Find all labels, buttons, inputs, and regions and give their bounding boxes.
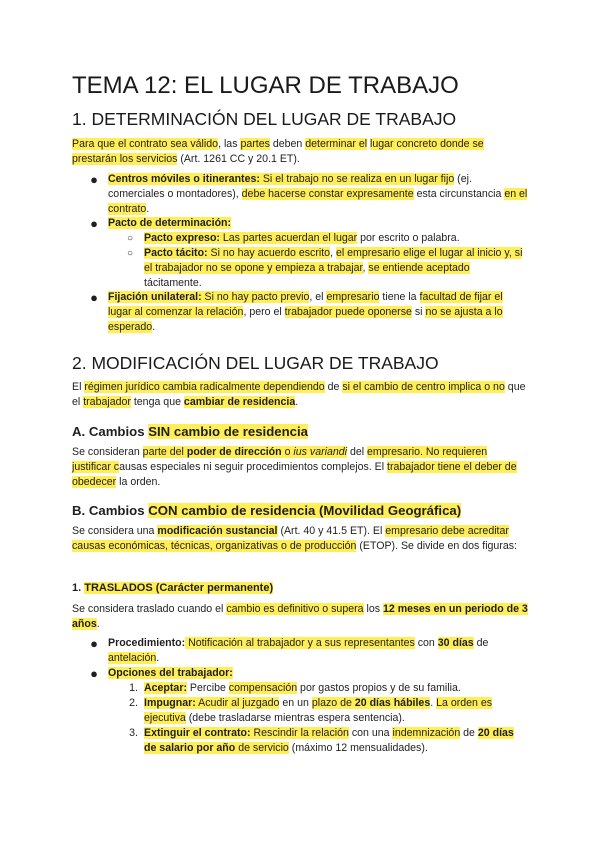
list-item-opciones-trabajador: ● Opciones del trabajador: [108,666,528,681]
list-item-procedimiento: ● Procedimiento: Notificación al trabajador y a sus representantes con 30 días de antelación. [108,636,528,666]
list-item-pacto-determinacion: ● Pacto de determinación: [108,216,528,231]
section1-intro: Para que el contrato sea válido, las partes deben determinar el lugar concreto donde se prestarán los servicios (Art. 1261 CC y 20.1 ET). [72,138,484,165]
option-aceptar: 1. Aceptar: Percibe compensación por gastos propios y de su familia. [129,682,461,694]
document-title: TEMA 12: EL LUGAR DE TRABAJO [72,72,459,99]
bullet-icon: ● [90,290,98,305]
option-extinguir: 3. Extinguir el contrato: Rescindir la relación con una indemnización de 20 días de salario por año de servicio (máximo 12 mensualidades). [129,727,514,754]
traslados-text: Se considera traslado cuando el cambio es definitivo o supera los 12 meses en un periodo de 3 años. [72,603,528,630]
subsection-a-heading: A. Cambios SIN cambio de residencia [72,424,308,439]
circle-bullet-icon: ○ [126,248,134,259]
list-item-centros-moviles: ● Centros móviles o itinerantes: Si el trabajo no se realiza en un lugar fijo (ej. comerciales o montadores), debe hacerse constar expresamente esta circunstancia en el contrato. [108,172,528,217]
bullet-icon: ● [90,666,98,681]
section2-heading: 2. MODIFICACIÓN DEL LUGAR DE TRABAJO [72,353,439,373]
traslados-heading: 1. TRASLADOS (Carácter permanente) [72,582,274,594]
subsection-b-heading: B. Cambios CON cambio de residencia (Movilidad Geográfica) [72,503,462,518]
subsection-a-text: Se consideran parte del poder de dirección o ius variandi del empresario. No requieren justificar causas especiales ni seguir procedimientos complejos. El trabajador tiene el deber de obedecer la orden. [72,446,517,488]
bullet-icon: ● [90,172,98,187]
option-impugnar: 2. Impugnar: Acudir al juzgado en un plazo de 20 días hábiles. La orden es ejecutiva (debe trasladarse mientras espera sentencia). [129,697,493,724]
list-item-fijacion-unilateral: ● Fijación unilateral: Si no hay pacto previo, el empresario tiene la facultad de fijar el lugar al comenzar la relación, pero el trabajador puede oponerse si no se ajusta a lo esperado. [108,290,528,335]
bullet-icon: ● [90,216,98,231]
sublist-item-pacto-expreso: ○ Pacto expreso: Las partes acuerdan el lugar por escrito o palabra. [144,231,528,246]
sublist-item-pacto-tacito: ○ Pacto tácito: Si no hay acuerdo escrito, el empresario elige el lugar al inicio y, si el trabajador no se opone y empieza a trabajar, se entiende aceptado tácitamente. [144,246,528,291]
section2-intro: El régimen jurídico cambia radicalmente dependiendo de si el cambio de centro implica o no que el trabajador tenga que cambiar de residencia. [72,381,526,408]
subsection-b-text: Se considera una modificación sustancial (Art. 40 y 41.5 ET). El empresario debe acreditar causas económicas, técnicas, organizativas o de producción (ETOP). Se divide en dos figuras: [72,525,517,552]
section1-heading: 1. DETERMINACIÓN DEL LUGAR DE TRABAJO [72,109,457,129]
circle-bullet-icon: ○ [126,233,134,244]
bullet-icon: ● [90,636,98,651]
